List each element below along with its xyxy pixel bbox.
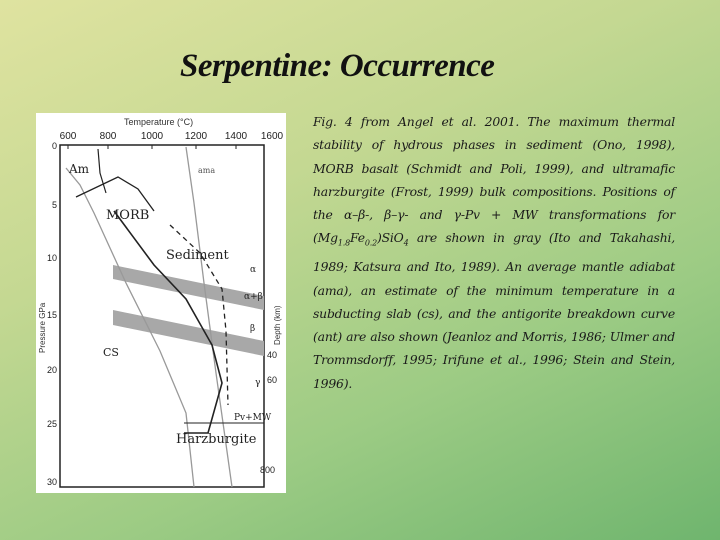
label-morb: MORB bbox=[106, 208, 150, 223]
right-tick-label: 60 bbox=[267, 375, 278, 385]
top-tick-label: 1200 bbox=[184, 131, 208, 142]
left-tick-label: 20 bbox=[46, 365, 57, 375]
label-am: Am bbox=[69, 162, 90, 176]
top-axis-title: Temperature (°C) bbox=[124, 117, 194, 127]
top-tick-label: 1600 bbox=[260, 131, 284, 142]
caption-fe: Fe bbox=[349, 230, 365, 246]
label-sediment: Sediment bbox=[166, 248, 229, 263]
phase-diagram-figure bbox=[36, 113, 286, 493]
left-tick-label: 25 bbox=[46, 419, 57, 429]
label-cs: CS bbox=[103, 346, 119, 359]
label-pv-mw: Pv+MW bbox=[234, 413, 272, 423]
caption-transition-g-pv: γ-Pv + MW bbox=[453, 207, 538, 223]
label-beta: β bbox=[250, 324, 256, 334]
caption-and: and bbox=[408, 207, 454, 223]
left-tick-label: 30 bbox=[46, 477, 57, 487]
caption-part1: Fig. 4 from Angel et al. 2001. The maximum thermal stability of hydrous phases in sediment (Ono, 1998), MORB basalt (Schmidt and Poli, 1999), and ultramafic harzburgite (Frost, 1999) bulk compositions. Positions of the bbox=[313, 114, 675, 223]
morb-curve bbox=[76, 177, 154, 211]
top-tick-label: 1400 bbox=[224, 131, 248, 142]
caption-part2: are shown in gray (Ito and Takahashi, 1989; Katsura and Ito, 1989). An average mantle adiabat (ama), an estimate of the minimum temperature in a subducting slab (cs), and the antigorite breakdown curve (ant) are also shown (Jeanloz and Morris, 1986; Ulmer and Trommsdorff, 1995; Irifune et al., 1996; Stein and Stein, 1996). bbox=[313, 230, 675, 391]
right-tick-label: 40 bbox=[267, 350, 278, 360]
caption-transition-ab: α–β-, β–γ- bbox=[344, 207, 409, 223]
caption-sub-mg: 1.8 bbox=[337, 238, 350, 248]
label-harzburgite: Harzburgite bbox=[176, 432, 257, 447]
beta-gamma-band bbox=[113, 310, 264, 356]
caption-sio: )SiO bbox=[376, 230, 404, 246]
label-alpha: α bbox=[250, 265, 257, 275]
slide-title: Serpentine: Occurrence bbox=[180, 48, 495, 84]
caption-sub-fe: 0.2 bbox=[364, 238, 377, 248]
right-tick-label: 800 bbox=[260, 465, 276, 475]
label-ama: ama bbox=[198, 166, 216, 175]
left-tick-label: 0 bbox=[51, 141, 57, 151]
label-gamma: γ bbox=[255, 378, 261, 388]
left-tick-label: 15 bbox=[46, 310, 57, 320]
left-tick-label: 5 bbox=[51, 200, 57, 210]
right-axis-title: Depth (km) bbox=[273, 305, 282, 345]
label-alpha-beta: α+β bbox=[244, 292, 263, 302]
left-tick-label: 10 bbox=[46, 253, 57, 263]
phase-diagram-svg bbox=[36, 113, 286, 493]
caption-sub-o: 4 bbox=[403, 238, 409, 248]
top-tick-label: 600 bbox=[59, 131, 77, 142]
left-axis-title: Pressure GPa bbox=[38, 302, 47, 353]
top-tick-label: 1000 bbox=[140, 131, 164, 142]
caption-transform: transformations for (Mg bbox=[313, 207, 676, 246]
figure-caption bbox=[313, 110, 675, 395]
top-tick-label: 800 bbox=[99, 131, 117, 142]
